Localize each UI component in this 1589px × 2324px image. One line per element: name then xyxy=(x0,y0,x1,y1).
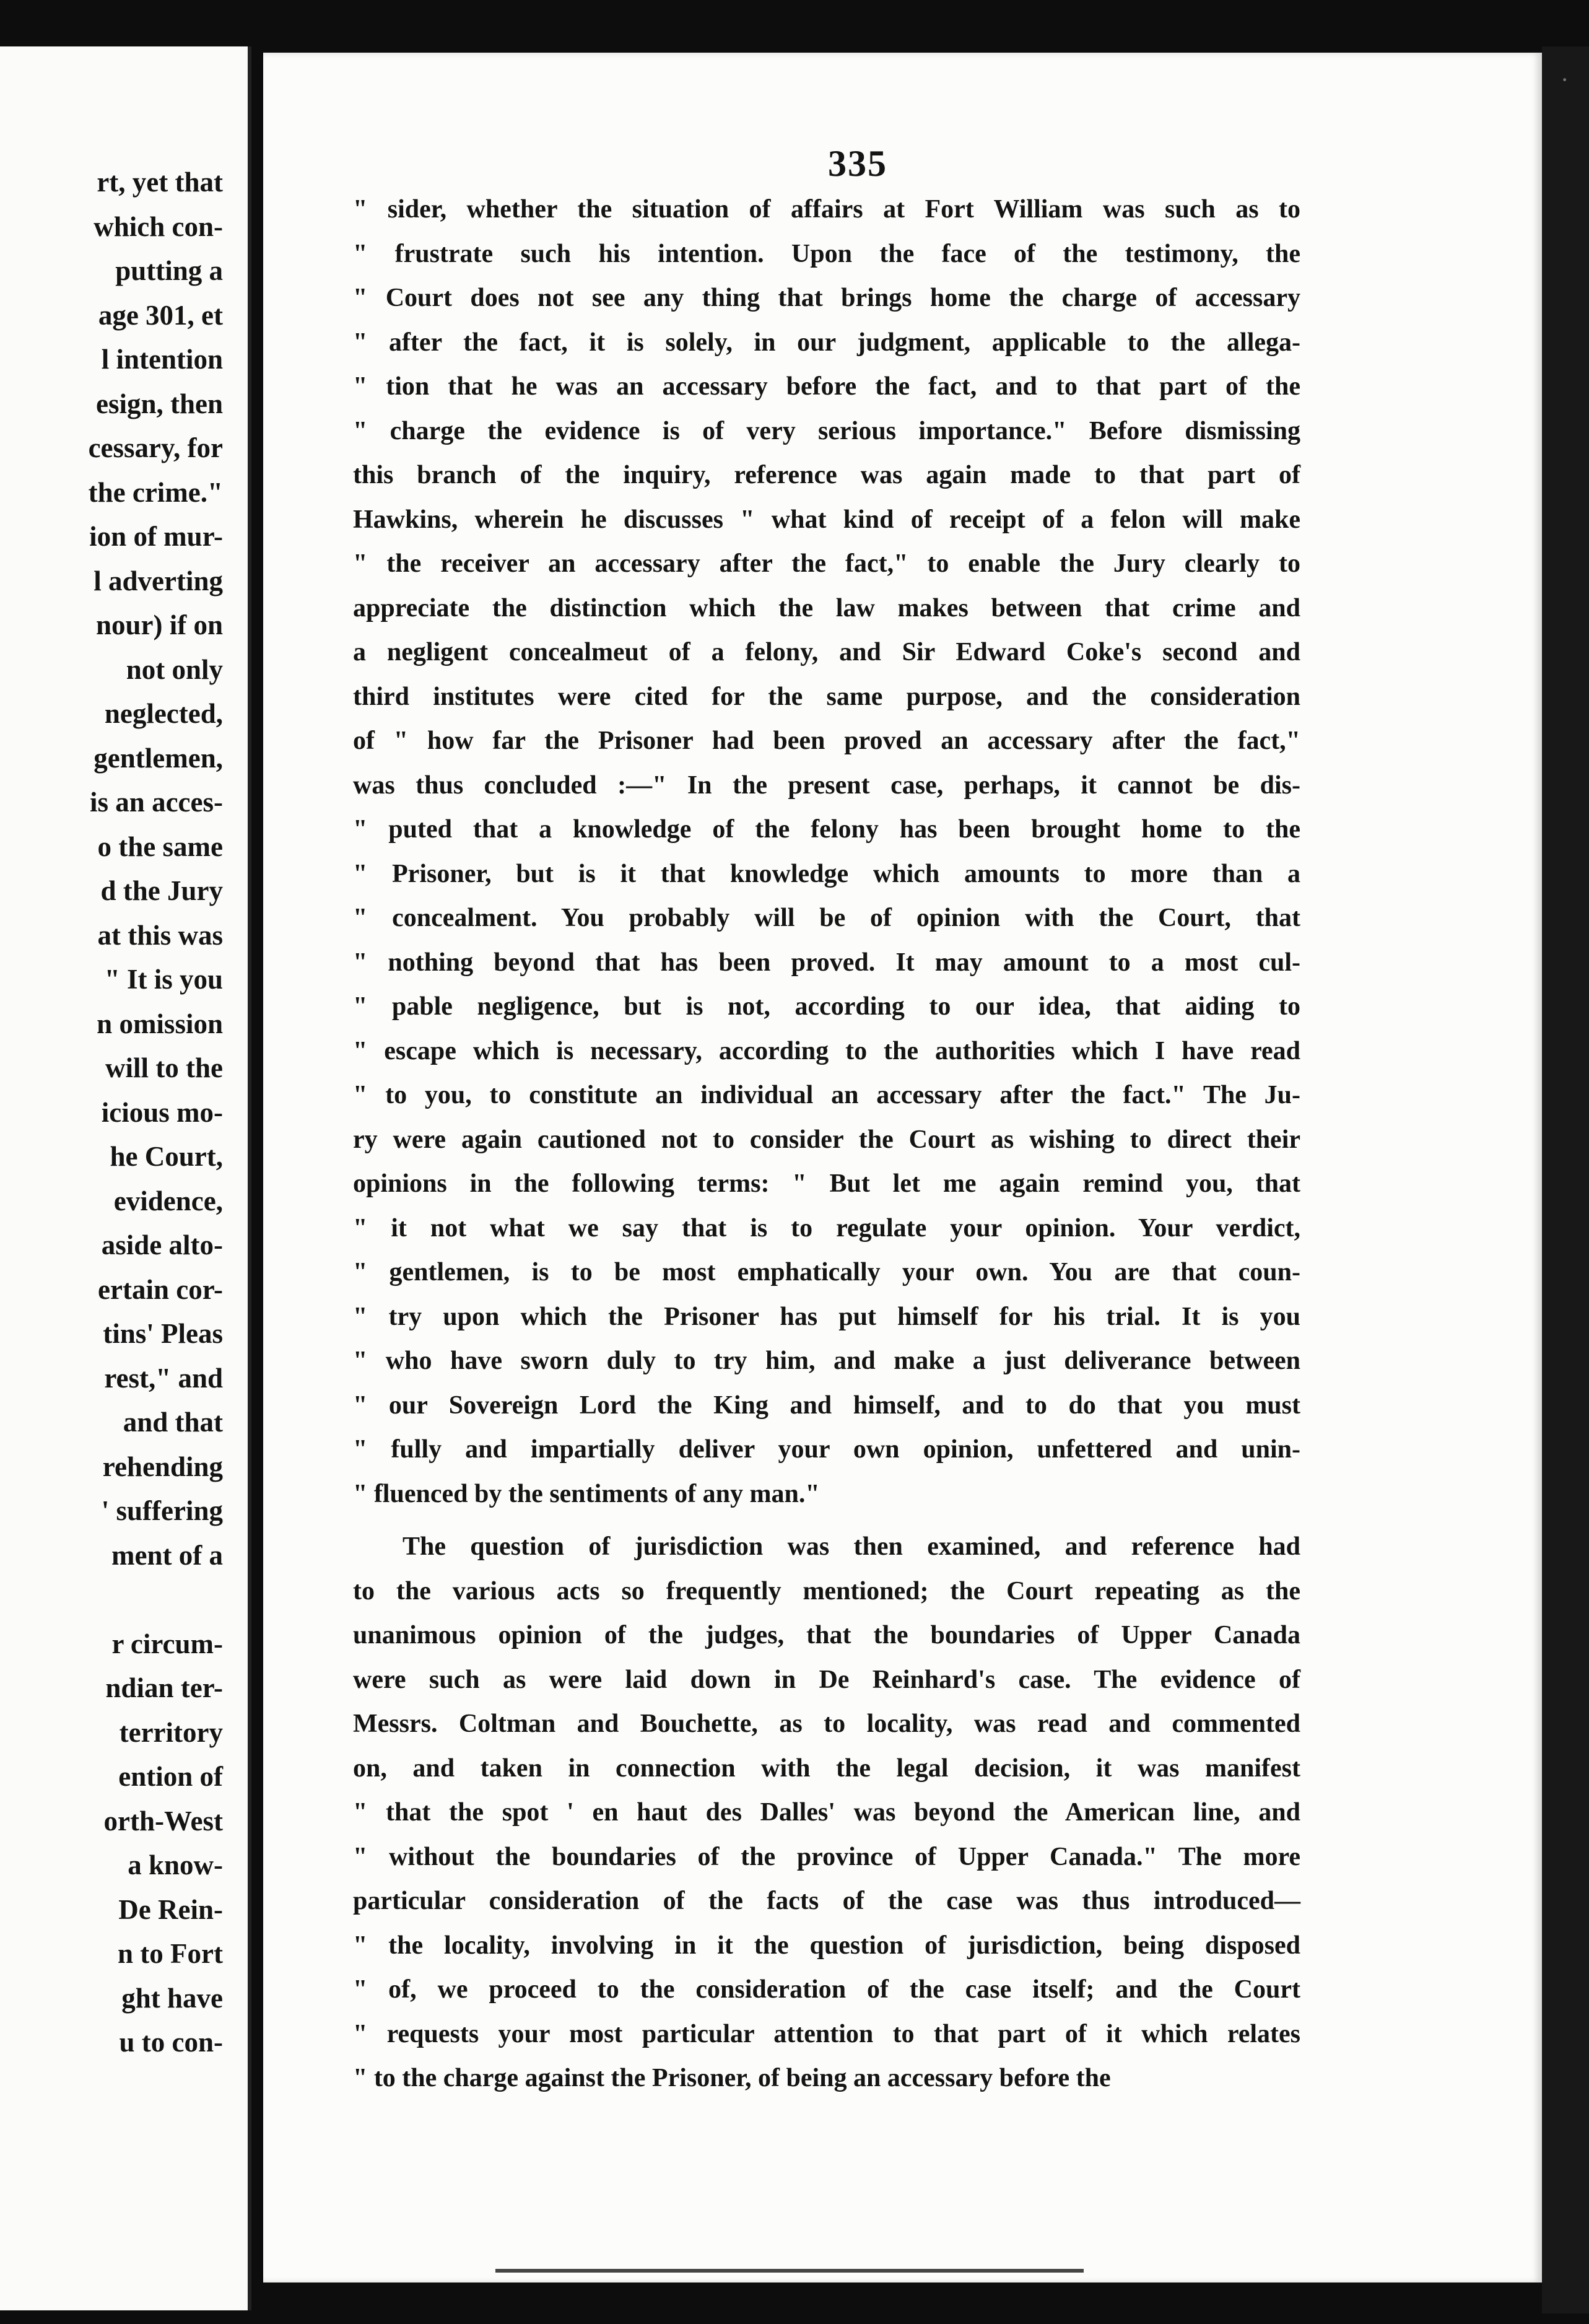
left-page-line: rehending xyxy=(102,1451,223,1482)
left-page-line: n omission xyxy=(97,1008,223,1039)
left-page-line: ion of mur- xyxy=(89,521,223,552)
page-number: 335 xyxy=(828,143,887,184)
left-page-line: ment of a xyxy=(111,1539,223,1571)
left-page-line: aside alto- xyxy=(101,1230,223,1260)
text-line: ry were again cautioned not to consider the Court as wishing to direct their xyxy=(353,1125,1300,1154)
text-line: " our Sovereign Lord the King and himself, and to do that you must xyxy=(353,1391,1300,1420)
text-line: " tion that he was an accessary before the fact, and to that part of the xyxy=(353,372,1300,401)
left-page-line: De Rein- xyxy=(118,1894,223,1925)
text-line: " Court does not see any thing that brings home the charge of accessary xyxy=(353,284,1300,312)
left-page-line: territory xyxy=(119,1716,223,1748)
text-line: " after the fact, it is solely, in our judgment, applicable to the allega- xyxy=(353,328,1300,357)
left-page-line: rt, yet that xyxy=(97,167,223,198)
left-page-line: is an acces- xyxy=(90,787,223,818)
text-line: to the various acts so frequently mentioned; the Court repeating as the xyxy=(353,1576,1300,1605)
left-page-line: putting a xyxy=(115,255,223,286)
left-page-line: orth-West xyxy=(103,1805,223,1837)
text-line: " pable negligence, but is not, according to our idea, that aiding to xyxy=(353,992,1300,1021)
text-line: " charge the evidence is of very serious importance." Before dismissing xyxy=(353,416,1300,445)
left-page-line: tins' Pleas xyxy=(103,1318,223,1349)
text-line: " frustrate such his intention. Upon the face of the testimony, the xyxy=(353,239,1300,268)
left-page-line: icious mo- xyxy=(101,1096,223,1128)
previous-page-fragment xyxy=(0,46,251,2310)
text-line: " the locality, involving in it the question of jurisdiction, being disposed xyxy=(353,1931,1300,1960)
left-page-line: u to con- xyxy=(119,2027,223,2058)
text-line: of " how far the Prisoner had been proved an accessary after the fact," xyxy=(353,727,1300,755)
left-page-line: at this was xyxy=(97,919,223,951)
next-page-edge xyxy=(1542,46,1589,2313)
left-page-line: ertain cor- xyxy=(98,1273,223,1305)
text-line: " gentlemen, is to be most emphatically your own. You are that coun- xyxy=(353,1258,1300,1286)
text-line: " escape which is necessary, according to the authorities which I have read xyxy=(353,1036,1300,1065)
left-page-line: d the Jury xyxy=(100,875,223,906)
text-line: opinions in the following terms: " But let me again remind you, that xyxy=(353,1169,1300,1198)
text-line: " fully and impartially deliver your own opinion, unfettered and unin- xyxy=(353,1435,1300,1464)
left-page-line: and that xyxy=(123,1407,223,1438)
edge-mark-icon: · xyxy=(1561,66,1569,94)
text-line: " puted that a knowledge of the felony has been brought home to the xyxy=(353,815,1300,844)
text-line: " to the charge against the Prisoner, of being an accessary before the xyxy=(353,2064,1111,2092)
text-line: Hawkins, wherein he discusses " what kind of receipt of a felon will make xyxy=(353,505,1300,534)
text-line: " Prisoner, but is it that knowledge which amounts to more than a xyxy=(353,859,1300,888)
left-page-line: r circum- xyxy=(111,1628,223,1659)
left-page-line: ndian ter- xyxy=(105,1672,223,1703)
left-page-line: ' suffering xyxy=(101,1495,223,1526)
text-line: " requests your most particular attention to that part of it which relates xyxy=(353,2019,1300,2048)
text-line: a negligent concealmeut of a felony, and Sir Edward Coke's second and xyxy=(353,638,1300,666)
left-page-line: the crime." xyxy=(88,476,223,508)
text-line: third institutes were cited for the same purpose, and the consideration xyxy=(353,682,1300,711)
left-page-line: he Court, xyxy=(110,1141,223,1172)
left-page-line: not only xyxy=(126,653,223,685)
text-line: " fluenced by the sentiments of any man." xyxy=(353,1479,820,1508)
text-line: " who have sworn duly to try him, and make a just deliverance between xyxy=(353,1347,1300,1375)
left-page-line: l adverting xyxy=(94,565,223,596)
left-page-line: gentlemen, xyxy=(94,742,223,774)
page-bottom-shadow xyxy=(495,2269,1084,2273)
text-line: this branch of the inquiry, reference was again made to that part of xyxy=(353,461,1300,489)
text-line: " the receiver an accessary after the fact," to enable the Jury clearly to xyxy=(353,549,1300,578)
left-page-line: n to Fort xyxy=(118,1938,223,1969)
book-page xyxy=(263,53,1542,2282)
left-page-line: a know- xyxy=(128,1850,223,1881)
left-page-line: ght have xyxy=(121,1982,223,2014)
left-page-line: ention of xyxy=(118,1761,223,1792)
text-line: " it not what we say that is to regulate your opinion. Your verdict, xyxy=(353,1213,1300,1243)
text-line: " sider, whether the situation of affairs at Fort William was such as to xyxy=(353,195,1300,224)
text-line: " of, we proceed to the consideration of the case itself; and the Court xyxy=(353,1975,1300,2004)
left-page-line: nour) if on xyxy=(95,609,223,640)
text-line: appreciate the distinction which the law makes between that crime and xyxy=(353,593,1300,622)
left-page-line: l intention xyxy=(101,344,223,375)
left-page-line: rest," and xyxy=(104,1362,223,1394)
text-line: " concealment. You probably will be of opinion with the Court, that xyxy=(353,904,1300,932)
text-line: on, and taken in connection with the legal decision, it was manifest xyxy=(353,1754,1300,1783)
text-line: " try upon which the Prisoner has put himself for his trial. It is you xyxy=(353,1302,1300,1331)
text-line: was thus concluded :—" In the present case, perhaps, it cannot be dis- xyxy=(353,771,1300,800)
left-page-line: which con- xyxy=(94,211,223,242)
text-line: " nothing beyond that has been proved. It may amount to a most cul- xyxy=(353,948,1300,977)
left-page-line: will to the xyxy=(105,1052,223,1083)
text-line: were such as were laid down in De Reinhard's case. The evidence of xyxy=(353,1665,1300,1694)
left-page-line: evidence, xyxy=(113,1185,223,1217)
text-line: Messrs. Coltman and Bouchette, as to locality, was read and commented xyxy=(353,1710,1300,1738)
left-page-line: " It is you xyxy=(104,964,223,995)
left-page-line: age 301, et xyxy=(98,299,223,331)
left-page-line: o the same xyxy=(97,831,223,862)
text-line: " to you, to constitute an individual an accessary after the fact." The Ju- xyxy=(353,1081,1300,1109)
text-line: " that the spot ' en haut des Dalles' was beyond the American line, and xyxy=(353,1798,1300,1827)
text-line: particular consideration of the facts of the case was thus introduced— xyxy=(353,1887,1300,1915)
left-page-line: esign, then xyxy=(95,388,223,419)
text-line: " without the boundaries of the province of Upper Canada." The more xyxy=(353,1842,1300,1871)
text-line: unanimous opinion of the judges, that the boundaries of Upper Canada xyxy=(353,1621,1300,1649)
text-line: The question of jurisdiction was then examined, and reference had xyxy=(403,1532,1300,1561)
left-page-line: cessary, for xyxy=(88,432,223,463)
left-page-line: neglected, xyxy=(104,698,223,729)
